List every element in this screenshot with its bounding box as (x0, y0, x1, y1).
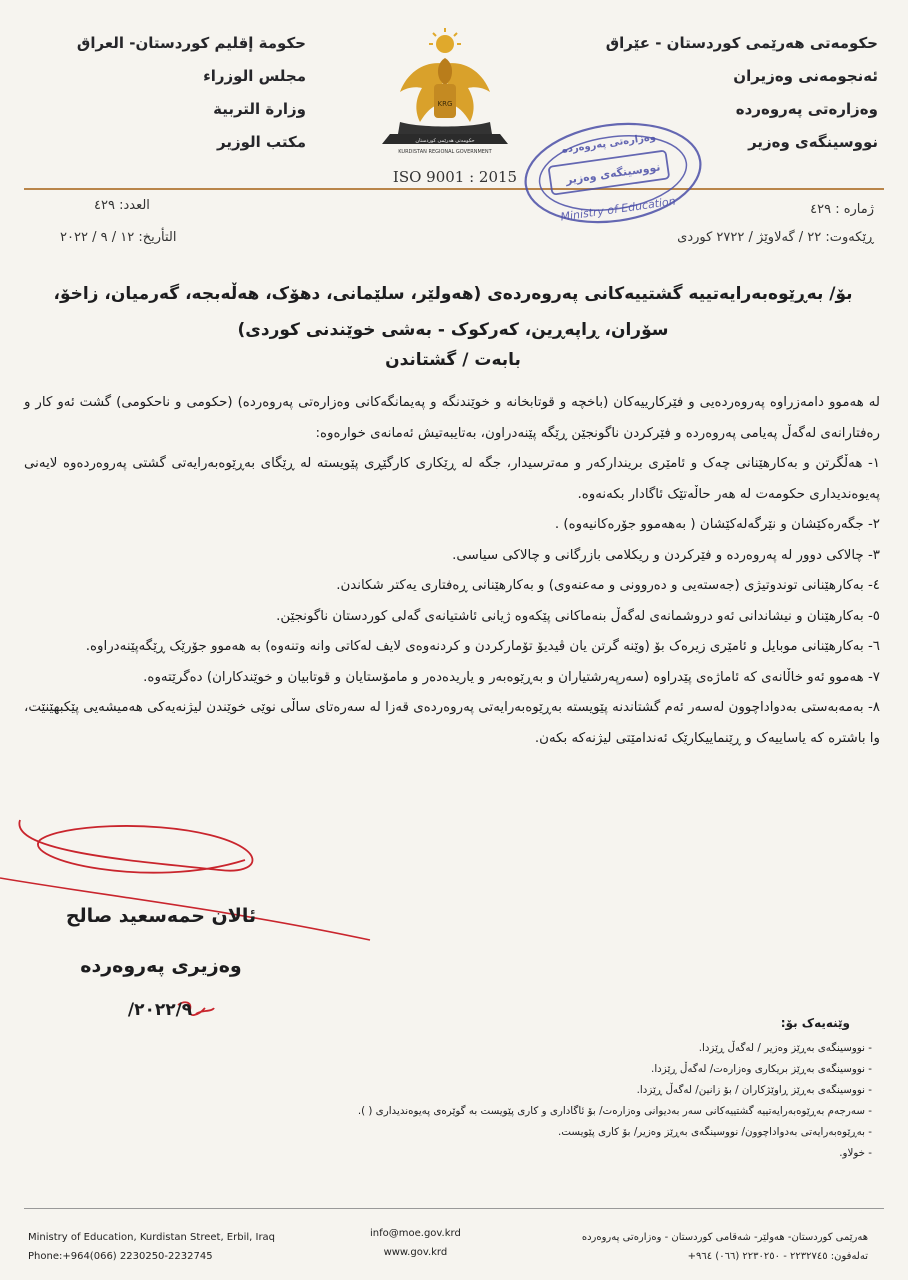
reference-number-arabic: العدد: ٤٢٩ (94, 198, 150, 213)
header-arabic-line: مجلس الوزراء (203, 67, 306, 85)
footer-contact (370, 1224, 461, 1262)
signatory-name: ئالان حمەسعید صالح (65, 905, 257, 927)
reference-date: ڕێکەوت: ٢٢ / گەلاوێژ / ٢٧٢٢ کوردی (677, 230, 874, 245)
reference-number: ژمارە : ٤٢٩ (810, 202, 874, 217)
header-arabic (44, 27, 306, 159)
cc-item: - نووسینگەی بەڕێز ڕاوێژکاران / بۆ زانین/ لەگەڵ ڕێزدا. (636, 1084, 872, 1096)
body-paragraph: لە هەموو دامەزراوە پەروەردەیی و فێرکارییەکان (باخچە و قوتابخانە و خوێندنگە و پەیمانگەکانی وەزارەتی پەروەردە) (حکومی و ناحکومی) گشت ئەو کار و رەفتارانەی لەگەڵ پەیامی پەروەردە و فێرکردن ناگونجێن ڕێگە پێنەدراون، بەتایبەتیش ئەمانەی خوارەوە: (24, 395, 880, 441)
body-paragraph: ٥- بەکارهێنان و نیشاندانی ئەو دروشمانەی لەگەڵ بنەماکانی پێکەوە ژیانی ئاشتیانەی گەلی کوردستان ناگونجێن. (276, 608, 880, 624)
cc-title: وێنەیەک بۆ: (780, 1016, 850, 1030)
recipient-line: بۆ/ بەڕێوەبەرایەتییە گشتییەکانی پەروەردەی (هەولێر، سلێمانی، دهۆک، هەڵەبجە، گەرمیان، زاخۆ، سۆران، ڕاپەڕین، کەرکوک - بەشی خوێندنی کوردی) (53, 284, 853, 340)
body-paragraph: ٨- بەمەبەستی بەدواداچوون لەسەر ئەم گشتاندنە پێویستە بەڕێوەبەرایەتی پەروەردەی قەزا لە سەرەتای ساڵی نوێی خوێندن لیژنەیەکی هەمیشەیی پێکبهێنێت، وا باشترە کە یاساییەک و ڕێنماییکارێک ئەندامێتی لیژنەکە بکەن. (24, 700, 880, 746)
footer-english (28, 1228, 275, 1266)
header-kurdish-line: نووسینگەی وەزیر (748, 133, 878, 151)
header-arabic-line: مكتب الوزير (216, 133, 306, 151)
ministry-stamp (518, 118, 708, 228)
signatory-title: وەزیری پەروەردە (80, 955, 242, 977)
footer-email-link[interactable]: info@moe.gov.krd (370, 1228, 461, 1239)
footer-phone-kurdish: تەلەفون: ٢٢٣٢٧٤٥ - ٢٢٣٠٢٥٠ (٠٦٦) ٩٦٤+ (687, 1251, 868, 1262)
body-paragraph: ٣- چالاکی دوور لە پەروەردە و فێرکردن و ریکلامی بازرگانی و چالاکی سیاسی. (452, 547, 880, 563)
footer-kurdish (582, 1228, 868, 1266)
footer-website-link[interactable]: www.gov.krd (383, 1247, 448, 1258)
signature-date: ٢٠٢٢/٩/ (127, 1000, 193, 1020)
header-arabic-line: وزارة التربية (213, 100, 306, 118)
svg-text:نووسینگەی وەزیر: نووسینگەی وەزیر (564, 160, 662, 187)
header-divider (24, 188, 884, 190)
header-kurdish-line: حکومەتی هەرێمی کوردستان - عێراق (605, 34, 878, 52)
body-paragraph: ٦- بەکارهێنانی موبایل و ئامێری زیرەک بۆ (وێنە گرتن یان ڤیدیۆ تۆمارکردن و کردنەوەی لایف لەکاتی وانە وتنەوە) بە هەموو جۆرێک ڕێگەپێنەدراوە. (85, 639, 880, 654)
krg-emblem-logo (370, 22, 520, 172)
footer-address: Ministry of Education, Kurdistan Street, Erbil, Iraq (28, 1232, 276, 1243)
svg-text:KRG: KRG (437, 100, 453, 108)
reference-date-arabic: التأريخ: ١٢ / ٩ / ٢٠٢٢ (60, 230, 177, 245)
footer-address-kurdish: هەرێمی کوردستان- هەولێر- شەقامی کوردستان - وەزارەتی پەروەردە (581, 1232, 868, 1243)
body-paragraph: ٤- بەکارهێنانی توندوتیژی (جەستەیی و دەروونی و مەعنەوی) و بەکارهێنانی ڕەفتاری یەکتر شکاندن. (336, 578, 880, 593)
header-arabic-line: حكومة إقليم كوردستان- العراق (76, 34, 306, 52)
cc-item: - بەڕێوەبەرایەتی بەدواداچوون/ نووسینگەی بەڕێز وەزیر/ بۆ کاری پێویست. (558, 1126, 872, 1138)
cc-item: - نووسینگەی بەڕێز بریکاری وەزارەت/ لەگەڵ ڕێزدا. (651, 1063, 872, 1075)
header-kurdish-line: وەزارەتی پەروەردە (735, 100, 878, 118)
cc-list (262, 1038, 872, 1164)
body-paragraph: ١- هەڵگرتن و بەکارهێنانی چەک و ئامێری بریندارکەر و مەترسیدار، جگە لە ڕێکاری کارگێڕی پێویستە لە ڕێگای بەڕێوەبەرایەتی گشتی پەروەردەوە لایەنی پەیوەندیداری حکومەت لە هەر حاڵەتێک ئاگادار بکەنەوە. (24, 456, 880, 502)
cc-item: - خولاو. (839, 1147, 872, 1159)
body-paragraph: ٢- جگەرەکێشان و نێرگەلەکێشان ( بەهەموو جۆرەکانیەوە) . (554, 517, 880, 532)
svg-text:حکومەتی هەرێمی کوردستان: حکومەتی هەرێمی کوردستان (415, 138, 475, 144)
letter-body (24, 388, 880, 754)
footer-phone: Phone:+964(066) 2230250-2232745 (28, 1251, 213, 1262)
svg-text:Ministry of Education: Ministry of Education (559, 194, 677, 224)
svg-text:وەزارەتی پەروەردە: وەزارەتی پەروەردە (561, 131, 657, 156)
header-kurdish-line: ئەنجومەنی وەزیران (733, 67, 878, 85)
cc-item: - نووسینگەی بەڕێز وەزیر / لەگەڵ ڕێزدا. (698, 1042, 872, 1054)
iso-certification: ISO 9001 : 2015 (392, 168, 518, 186)
svg-text:KURDISTAN REGIONAL GOVERNMENT: KURDISTAN REGIONAL GOVERNMENT (398, 149, 492, 155)
body-paragraph: ٧- هەموو ئەو خاڵانەی کە ئاماژەی پێدراوە (سەرپەرشتیاران و بەڕێوەبەر و یاریدەدەر و مامۆستایان و قوتابیان و خوێندکاران) دەگرێتەوە. (143, 669, 880, 685)
cc-item: - سەرجەم بەڕێوەبەرایەتییە گشتییەکانی سەر بەدیوانی وەزارەت/ بۆ ئاگاداری و کاری پێویست بە گوێرەی پەیوەندیداری ( ). (357, 1105, 872, 1117)
footer-divider (24, 1208, 884, 1209)
subject-line: بابەت / گشتاندن (385, 350, 521, 370)
